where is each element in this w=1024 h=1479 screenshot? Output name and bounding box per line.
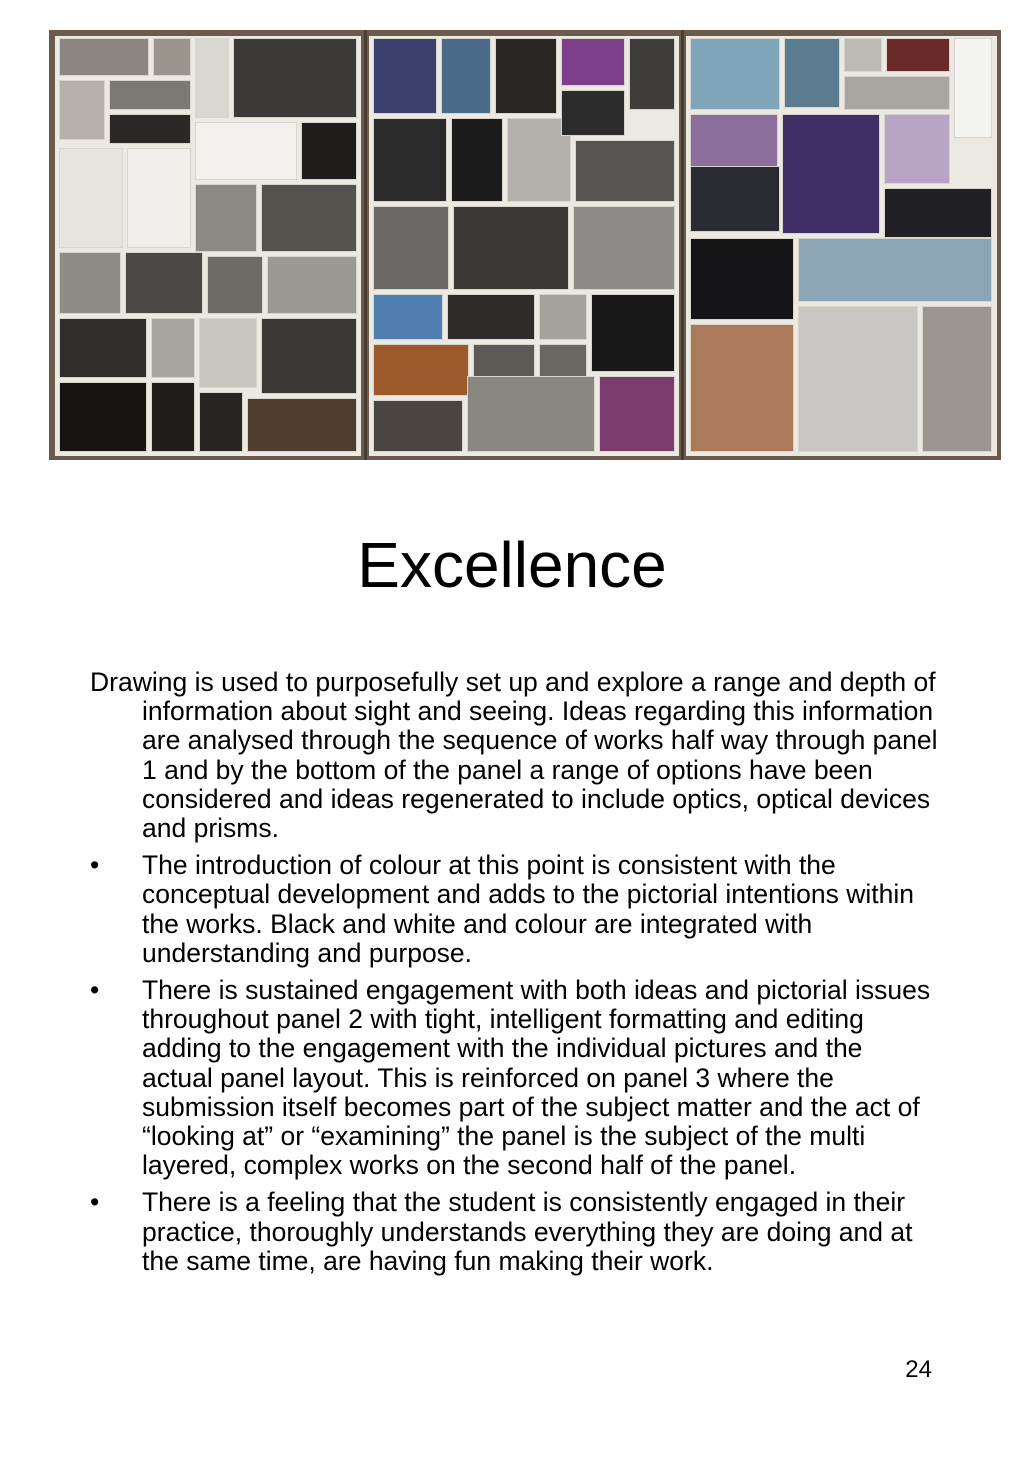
photo-tile: [441, 38, 491, 114]
photo-tile: [782, 114, 880, 234]
photo-tile: [573, 206, 675, 290]
photo-tile: [59, 148, 123, 248]
bullet-icon: •: [90, 850, 100, 881]
photo-tile: [539, 294, 587, 340]
panel-3-board: [686, 36, 997, 456]
bullet-item: [90, 1188, 940, 1276]
bullet-item: [90, 851, 940, 968]
photo-tile: [784, 38, 840, 108]
photo-tile: [495, 38, 557, 114]
photo-tile: [561, 38, 625, 86]
photo-tile: [453, 206, 569, 290]
photo-tile: [447, 294, 535, 340]
photo-tile: [690, 166, 780, 232]
photo-tile: [59, 252, 121, 314]
photo-tile: [153, 38, 191, 76]
panels-photo: [49, 30, 1001, 460]
photo-tile: [690, 324, 794, 452]
photo-tile: [151, 318, 195, 378]
photo-tile: [125, 252, 203, 314]
bullet-item: [90, 976, 940, 1180]
page-number: 24: [905, 1356, 932, 1383]
photo-tile: [690, 238, 794, 320]
intro-paragraph: Drawing is used to purposefully set up and explore a range and depth of information about sight and seeing. Ideas regarding this information are analysed through the sequence of works half way through panel 1 and by the bottom of the panel a range of options have been considered and ideas regenerated to include optics, optical devices and prisms.: [90, 667, 938, 844]
photo-tile: [59, 38, 149, 76]
panel-seam: [364, 30, 367, 460]
photo-tile: [591, 294, 675, 372]
photo-tile: [844, 76, 950, 110]
bullet-icon: •: [90, 975, 100, 1006]
photo-tile: [451, 118, 503, 202]
bullet-text: The introduction of colour at this point is consistent with the conceptual development and adds to the pictorial intentions within the works. Black and white and colour are integrated with understanding and purpose.: [142, 850, 914, 968]
photo-tile: [109, 80, 191, 110]
photo-tile: [261, 318, 357, 394]
photo-tile: [844, 38, 882, 72]
body-text: [90, 668, 940, 1284]
photo-tile: [561, 90, 625, 136]
photo-tile: [884, 114, 950, 184]
photo-tile: [629, 38, 675, 110]
photo-tile: [373, 400, 463, 452]
photo-tile: [127, 148, 191, 248]
photo-tile: [151, 382, 195, 452]
photo-tile: [109, 114, 191, 144]
photo-tile: [233, 38, 357, 118]
photo-tile: [798, 238, 992, 302]
bullet-text: There is sustained engagement with both ideas and pictorial issues throughout panel 2 with tight, intelligent formatting and editing adding to the engagement with the individual pictures and the actual panel layout. This is reinforced on panel 3 where the submission itself becomes part of the subject matter and the act of “looking at” or “examining” the panel is the subject of the multi layered, complex works on the second half of the panel.: [142, 975, 931, 1181]
photo-tile: [373, 294, 443, 340]
photo-tile: [261, 184, 357, 252]
bullet-text: There is a feeling that the student is consistently engaged in their practice, thoroughly understands everything they are doing and at the same time, are having fun making their work.: [142, 1187, 913, 1276]
photo-tile: [207, 256, 263, 314]
photo-tile: [373, 38, 437, 114]
photo-tile: [195, 122, 297, 180]
bullet-icon: •: [90, 1187, 100, 1218]
photo-tile: [195, 38, 229, 118]
photo-tile: [267, 256, 357, 314]
photo-tile: [199, 318, 257, 388]
panel-1-board: [55, 36, 361, 456]
photo-tile: [690, 38, 780, 110]
photo-tile: [199, 392, 243, 452]
photo-tile: [922, 306, 992, 452]
photo-tile: [798, 306, 918, 452]
bullet-list: [90, 851, 940, 1276]
photo-tile: [247, 398, 357, 452]
panel-seam: [681, 30, 684, 460]
photo-tile: [886, 38, 950, 72]
photo-tile: [575, 140, 675, 202]
photo-tile: [373, 206, 449, 290]
photo-tile: [301, 122, 357, 180]
photo-tile: [954, 38, 992, 138]
photo-tile: [373, 344, 469, 396]
photo-tile: [59, 382, 147, 452]
photo-tile: [59, 318, 147, 378]
panel-2-board: [369, 36, 679, 456]
photo-tile: [599, 376, 675, 452]
photo-tile: [195, 184, 257, 252]
photo-tile: [884, 188, 992, 238]
photo-tile: [467, 376, 595, 452]
photo-tile: [373, 118, 447, 202]
photo-tile: [59, 80, 105, 140]
page-title: Excellence: [357, 529, 667, 601]
